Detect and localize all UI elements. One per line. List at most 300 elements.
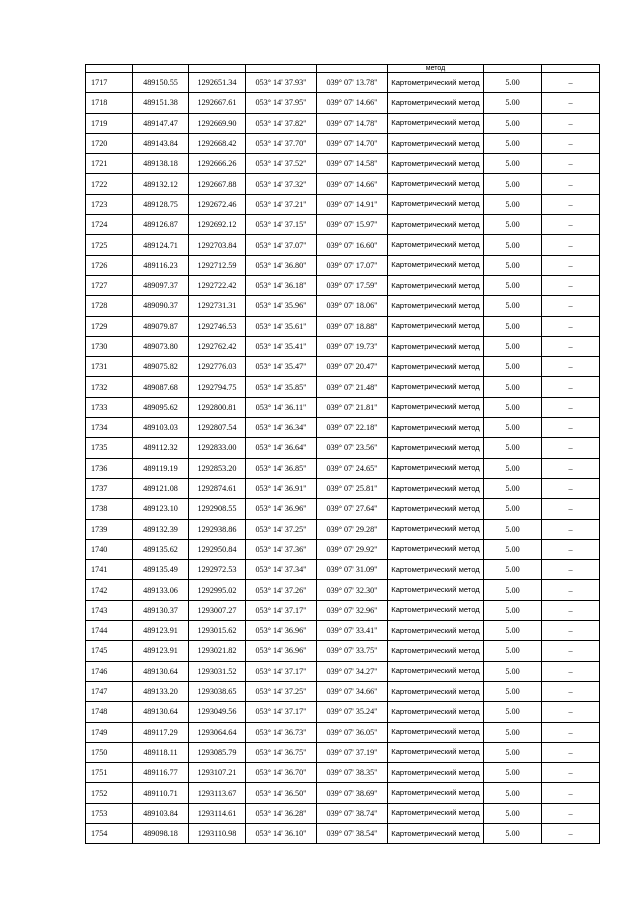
note-cell: – — [542, 154, 600, 174]
point-number-cell: 1744 — [86, 621, 133, 641]
accuracy-cell: 5.00 — [484, 275, 542, 295]
longitude-cell: 039° 07' 17.59" — [317, 275, 388, 295]
longitude-cell: 039° 07' 34.27" — [317, 661, 388, 681]
x-coordinate-cell: 489116.23 — [133, 255, 189, 275]
x-coordinate-cell: 489118.11 — [133, 742, 189, 762]
latitude-cell: 053° 14' 37.36" — [246, 539, 317, 559]
accuracy-cell: 5.00 — [484, 93, 542, 113]
latitude-cell: 053° 14' 36.64" — [246, 438, 317, 458]
y-coordinate-cell: 1293031.52 — [189, 661, 246, 681]
note-cell: – — [542, 174, 600, 194]
y-coordinate-cell: 1292800.81 — [189, 397, 246, 417]
method-cell: Картометрический метод — [388, 763, 484, 783]
x-coordinate-cell: 489090.37 — [133, 296, 189, 316]
method-cell: Картометрический метод — [388, 621, 484, 641]
longitude-cell: 039° 07' 14.70" — [317, 133, 388, 153]
point-number-cell: 1741 — [86, 560, 133, 580]
table-row — [86, 722, 600, 742]
accuracy-cell: 5.00 — [484, 154, 542, 174]
method-cell: Картометрический метод — [388, 73, 484, 93]
table-row — [86, 661, 600, 681]
latitude-cell: 053° 14' 36.50" — [246, 783, 317, 803]
coordinate-table — [85, 64, 600, 844]
table-row — [86, 621, 600, 641]
longitude-cell: 039° 07' 38.69" — [317, 783, 388, 803]
y-coordinate-cell: 1292651.34 — [189, 73, 246, 93]
method-cell: Картометрический метод — [388, 539, 484, 559]
table-row — [86, 255, 600, 275]
x-coordinate-cell: 489123.10 — [133, 499, 189, 519]
table-row — [86, 519, 600, 539]
accuracy-cell: 5.00 — [484, 560, 542, 580]
point-number-cell: 1734 — [86, 418, 133, 438]
table-row — [86, 73, 600, 93]
accuracy-cell: 5.00 — [484, 336, 542, 356]
point-number-cell: 1742 — [86, 580, 133, 600]
method-cell: Картометрический метод — [388, 296, 484, 316]
table-row — [86, 763, 600, 783]
method-cell: Картометрический метод — [388, 154, 484, 174]
x-coordinate-cell: 489103.03 — [133, 418, 189, 438]
point-number-cell: 1724 — [86, 215, 133, 235]
latitude-cell: 053° 14' 35.85" — [246, 377, 317, 397]
table-row — [86, 154, 600, 174]
y-coordinate-cell: 1292746.53 — [189, 316, 246, 336]
y-coordinate-cell: 1292672.46 — [189, 194, 246, 214]
y-coordinate-cell: 1293114.61 — [189, 803, 246, 823]
x-coordinate-cell: 489151.38 — [133, 93, 189, 113]
note-cell: – — [542, 255, 600, 275]
accuracy-cell: 5.00 — [484, 478, 542, 498]
accuracy-cell: 5.00 — [484, 763, 542, 783]
accuracy-cell: 5.00 — [484, 357, 542, 377]
accuracy-cell: 5.00 — [484, 215, 542, 235]
x-coordinate-cell: 489135.62 — [133, 539, 189, 559]
x-coordinate-cell: 489130.64 — [133, 661, 189, 681]
longitude-cell: 039° 07' 32.30" — [317, 580, 388, 600]
latitude-cell: 053° 14' 37.26" — [246, 580, 317, 600]
table-row — [86, 438, 600, 458]
accuracy-cell: 5.00 — [484, 133, 542, 153]
y-coordinate-cell: 1292908.55 — [189, 499, 246, 519]
point-number-cell: 1721 — [86, 154, 133, 174]
latitude-cell: 053° 14' 36.96" — [246, 621, 317, 641]
method-cell: Картометрический метод — [388, 519, 484, 539]
table-row — [86, 275, 600, 295]
accuracy-cell: 5.00 — [484, 397, 542, 417]
method-cell: Картометрический метод — [388, 377, 484, 397]
method-cell: Картометрический метод — [388, 560, 484, 580]
method-cell: Картометрический метод — [388, 722, 484, 742]
latitude-cell: 053° 14' 37.07" — [246, 235, 317, 255]
longitude-cell: 039° 07' 14.78" — [317, 113, 388, 133]
y-coordinate-cell: 1293021.82 — [189, 641, 246, 661]
table-row — [86, 336, 600, 356]
accuracy-cell: 5.00 — [484, 377, 542, 397]
x-coordinate-cell: 489116.77 — [133, 763, 189, 783]
longitude-cell: 039° 07' 16.60" — [317, 235, 388, 255]
point-number-cell: 1747 — [86, 681, 133, 701]
latitude-cell: 053° 14' 37.25" — [246, 681, 317, 701]
longitude-cell: 039° 07' 13.78" — [317, 73, 388, 93]
accuracy-cell: 5.00 — [484, 580, 542, 600]
note-cell: – — [542, 641, 600, 661]
method-cell: Картометрический метод — [388, 580, 484, 600]
method-cell: Картометрический метод — [388, 418, 484, 438]
latitude-cell: 053° 14' 37.21" — [246, 194, 317, 214]
note-cell: – — [542, 681, 600, 701]
table-row — [86, 580, 600, 600]
latitude-cell: 053° 14' 37.82" — [246, 113, 317, 133]
x-coordinate-cell: 489075.82 — [133, 357, 189, 377]
accuracy-cell: 5.00 — [484, 641, 542, 661]
y-coordinate-cell: 1292833.00 — [189, 438, 246, 458]
method-cell: Картометрический метод — [388, 215, 484, 235]
x-coordinate-cell: 489079.87 — [133, 316, 189, 336]
y-coordinate-cell: 1292669.90 — [189, 113, 246, 133]
longitude-cell: 039° 07' 24.65" — [317, 458, 388, 478]
point-number-cell: 1748 — [86, 702, 133, 722]
note-cell: – — [542, 316, 600, 336]
x-coordinate-cell: 489110.71 — [133, 783, 189, 803]
y-coordinate-cell: 1292853.20 — [189, 458, 246, 478]
longitude-cell: 039° 07' 29.92" — [317, 539, 388, 559]
table-row — [86, 133, 600, 153]
note-cell: – — [542, 499, 600, 519]
note-cell: – — [542, 621, 600, 641]
table-row — [86, 397, 600, 417]
method-cell: Картометрический метод — [388, 336, 484, 356]
y-coordinate-cell: 1293110.98 — [189, 823, 246, 843]
longitude-cell: 039° 07' 14.66" — [317, 93, 388, 113]
longitude-cell: 039° 07' 21.81" — [317, 397, 388, 417]
longitude-cell: 039° 07' 32.96" — [317, 600, 388, 620]
longitude-cell: 039° 07' 38.54" — [317, 823, 388, 843]
point-number-cell: 1717 — [86, 73, 133, 93]
table-row — [86, 742, 600, 762]
note-cell: – — [542, 722, 600, 742]
note-cell: – — [542, 377, 600, 397]
point-number-cell: 1740 — [86, 539, 133, 559]
table-row — [86, 194, 600, 214]
longitude-cell: 039° 07' 22.18" — [317, 418, 388, 438]
x-coordinate-cell: 489132.39 — [133, 519, 189, 539]
table-row — [86, 823, 600, 843]
latitude-cell: 053° 14' 36.73" — [246, 722, 317, 742]
note-cell: – — [542, 661, 600, 681]
y-coordinate-cell: 1292972.53 — [189, 560, 246, 580]
x-coordinate-cell: 489130.64 — [133, 702, 189, 722]
longitude-cell: 039° 07' 35.24" — [317, 702, 388, 722]
point-number-cell: 1727 — [86, 275, 133, 295]
accuracy-cell: 5.00 — [484, 823, 542, 843]
accuracy-cell: 5.00 — [484, 783, 542, 803]
note-cell: – — [542, 478, 600, 498]
longitude-cell: 039° 07' 14.58" — [317, 154, 388, 174]
note-cell: – — [542, 600, 600, 620]
point-number-cell: 1736 — [86, 458, 133, 478]
longitude-cell: 039° 07' 17.07" — [317, 255, 388, 275]
latitude-cell: 053° 14' 35.96" — [246, 296, 317, 316]
x-coordinate-cell: 489138.18 — [133, 154, 189, 174]
longitude-cell: 039° 07' 34.66" — [317, 681, 388, 701]
accuracy-cell: 5.00 — [484, 418, 542, 438]
y-coordinate-cell: 1292995.02 — [189, 580, 246, 600]
y-coordinate-cell: 1293113.67 — [189, 783, 246, 803]
y-coordinate-cell: 1293015.62 — [189, 621, 246, 641]
accuracy-cell: 5.00 — [484, 702, 542, 722]
x-coordinate-cell: 489147.47 — [133, 113, 189, 133]
table-row — [86, 458, 600, 478]
accuracy-cell: 5.00 — [484, 235, 542, 255]
longitude-cell: 039° 07' 33.75" — [317, 641, 388, 661]
method-tail-cell: метод — [388, 65, 484, 73]
y-coordinate-cell: 1292667.61 — [189, 93, 246, 113]
note-cell: – — [542, 194, 600, 214]
method-cell: Картометрический метод — [388, 600, 484, 620]
latitude-cell: 053° 14' 37.15" — [246, 215, 317, 235]
x-coordinate-cell: 489103.84 — [133, 803, 189, 823]
method-cell: Картометрический метод — [388, 316, 484, 336]
y-coordinate-cell: 1293049.56 — [189, 702, 246, 722]
note-cell: – — [542, 539, 600, 559]
method-cell: Картометрический метод — [388, 235, 484, 255]
method-cell: Картометрический метод — [388, 499, 484, 519]
x-coordinate-cell: 489126.87 — [133, 215, 189, 235]
accuracy-cell: 5.00 — [484, 499, 542, 519]
note-cell: – — [542, 93, 600, 113]
accuracy-cell: 5.00 — [484, 742, 542, 762]
y-coordinate-cell: 1292807.54 — [189, 418, 246, 438]
note-cell: – — [542, 742, 600, 762]
method-cell: Картометрический метод — [388, 357, 484, 377]
method-cell: Картометрический метод — [388, 742, 484, 762]
method-cell: Картометрический метод — [388, 681, 484, 701]
longitude-cell: 039° 07' 19.73" — [317, 336, 388, 356]
method-cell: Картометрический метод — [388, 702, 484, 722]
point-number-cell: 1730 — [86, 336, 133, 356]
method-cell: Картометрический метод — [388, 478, 484, 498]
note-cell: – — [542, 275, 600, 295]
y-coordinate-cell: 1292938.86 — [189, 519, 246, 539]
note-cell: – — [542, 336, 600, 356]
method-cell: Картометрический метод — [388, 641, 484, 661]
table-row — [86, 418, 600, 438]
x-coordinate-cell: 489121.08 — [133, 478, 189, 498]
accuracy-cell: 5.00 — [484, 661, 542, 681]
method-cell: Картометрический метод — [388, 133, 484, 153]
point-number-cell: 1718 — [86, 93, 133, 113]
note-cell: – — [542, 702, 600, 722]
point-number-cell: 1719 — [86, 113, 133, 133]
method-cell: Картометрический метод — [388, 823, 484, 843]
accuracy-cell: 5.00 — [484, 600, 542, 620]
latitude-cell: 053° 14' 36.10" — [246, 823, 317, 843]
y-coordinate-cell: 1293064.64 — [189, 722, 246, 742]
latitude-cell: 053° 14' 36.11" — [246, 397, 317, 417]
latitude-cell: 053° 14' 37.25" — [246, 519, 317, 539]
y-coordinate-cell: 1292950.84 — [189, 539, 246, 559]
latitude-cell: 053° 14' 36.96" — [246, 641, 317, 661]
y-coordinate-cell: 1292762.42 — [189, 336, 246, 356]
latitude-cell: 053° 14' 36.28" — [246, 803, 317, 823]
y-coordinate-cell: 1293038.65 — [189, 681, 246, 701]
y-coordinate-cell: 1292666.26 — [189, 154, 246, 174]
x-coordinate-cell: 489133.06 — [133, 580, 189, 600]
point-number-cell: 1752 — [86, 783, 133, 803]
note-cell: – — [542, 418, 600, 438]
note-cell: – — [542, 397, 600, 417]
x-coordinate-cell: 489124.71 — [133, 235, 189, 255]
longitude-cell: 039° 07' 37.19" — [317, 742, 388, 762]
latitude-cell: 053° 14' 37.34" — [246, 560, 317, 580]
table-row — [86, 560, 600, 580]
note-cell: – — [542, 763, 600, 783]
latitude-cell: 053° 14' 37.17" — [246, 661, 317, 681]
accuracy-cell: 5.00 — [484, 438, 542, 458]
x-coordinate-cell: 489095.62 — [133, 397, 189, 417]
point-number-cell: 1738 — [86, 499, 133, 519]
table-row — [86, 215, 600, 235]
table-row — [86, 235, 600, 255]
table-row — [86, 296, 600, 316]
latitude-cell: 053° 14' 36.18" — [246, 275, 317, 295]
latitude-cell: 053° 14' 36.85" — [246, 458, 317, 478]
point-number-cell: 1722 — [86, 174, 133, 194]
latitude-cell: 053° 14' 36.80" — [246, 255, 317, 275]
accuracy-cell: 5.00 — [484, 621, 542, 641]
coordinate-table-page — [85, 64, 599, 844]
table-row — [86, 539, 600, 559]
y-coordinate-cell: 1292692.12 — [189, 215, 246, 235]
point-number-cell: 1735 — [86, 438, 133, 458]
accuracy-cell: 5.00 — [484, 539, 542, 559]
method-cell: Картометрический метод — [388, 803, 484, 823]
x-coordinate-cell: 489130.37 — [133, 600, 189, 620]
point-number-cell: 1726 — [86, 255, 133, 275]
longitude-cell: 039° 07' 27.64" — [317, 499, 388, 519]
x-coordinate-cell: 489128.75 — [133, 194, 189, 214]
method-cell: Картометрический метод — [388, 783, 484, 803]
point-number-cell: 1728 — [86, 296, 133, 316]
point-number-cell: 1743 — [86, 600, 133, 620]
latitude-cell: 053° 14' 36.91" — [246, 478, 317, 498]
point-number-cell: 1746 — [86, 661, 133, 681]
accuracy-cell: 5.00 — [484, 458, 542, 478]
table-row — [86, 803, 600, 823]
longitude-cell: 039° 07' 15.97" — [317, 215, 388, 235]
table-row — [86, 600, 600, 620]
y-coordinate-cell: 1292667.88 — [189, 174, 246, 194]
latitude-cell: 053° 14' 35.41" — [246, 336, 317, 356]
longitude-cell: 039° 07' 20.47" — [317, 357, 388, 377]
table-row — [86, 702, 600, 722]
table-row — [86, 174, 600, 194]
point-number-cell: 1729 — [86, 316, 133, 336]
point-number-cell: 1732 — [86, 377, 133, 397]
x-coordinate-cell: 489112.32 — [133, 438, 189, 458]
point-number-cell: 1749 — [86, 722, 133, 742]
method-cell: Картометрический метод — [388, 397, 484, 417]
x-coordinate-cell: 489143.84 — [133, 133, 189, 153]
point-number-cell: 1725 — [86, 235, 133, 255]
y-coordinate-cell: 1293007.27 — [189, 600, 246, 620]
longitude-cell: 039° 07' 33.41" — [317, 621, 388, 641]
latitude-cell: 053° 14' 35.61" — [246, 316, 317, 336]
latitude-cell: 053° 14' 36.96" — [246, 499, 317, 519]
note-cell: – — [542, 560, 600, 580]
method-cell: Картометрический метод — [388, 438, 484, 458]
accuracy-cell: 5.00 — [484, 255, 542, 275]
accuracy-cell: 5.00 — [484, 296, 542, 316]
table-row — [86, 681, 600, 701]
latitude-cell: 053° 14' 37.70" — [246, 133, 317, 153]
latitude-cell: 053° 14' 37.52" — [246, 154, 317, 174]
latitude-cell: 053° 14' 37.95" — [246, 93, 317, 113]
x-coordinate-cell: 489117.29 — [133, 722, 189, 742]
latitude-cell: 053° 14' 37.32" — [246, 174, 317, 194]
point-number-cell: 1720 — [86, 133, 133, 153]
latitude-cell: 053° 14' 37.93" — [246, 73, 317, 93]
table-row — [86, 316, 600, 336]
x-coordinate-cell: 489098.18 — [133, 823, 189, 843]
table-row — [86, 377, 600, 397]
x-coordinate-cell: 489123.91 — [133, 641, 189, 661]
point-number-cell: 1750 — [86, 742, 133, 762]
note-cell: – — [542, 438, 600, 458]
method-cell: Картометрический метод — [388, 93, 484, 113]
method-cell: Картометрический метод — [388, 194, 484, 214]
accuracy-cell: 5.00 — [484, 316, 542, 336]
table-row — [86, 783, 600, 803]
note-cell: – — [542, 73, 600, 93]
accuracy-cell: 5.00 — [484, 681, 542, 701]
y-coordinate-cell: 1292668.42 — [189, 133, 246, 153]
latitude-cell: 053° 14' 35.47" — [246, 357, 317, 377]
point-number-cell: 1753 — [86, 803, 133, 823]
y-coordinate-cell: 1292794.75 — [189, 377, 246, 397]
method-cell: Картометрический метод — [388, 255, 484, 275]
x-coordinate-cell: 489135.49 — [133, 560, 189, 580]
table-row — [86, 478, 600, 498]
longitude-cell: 039° 07' 29.28" — [317, 519, 388, 539]
y-coordinate-cell: 1292703.84 — [189, 235, 246, 255]
longitude-cell: 039° 07' 21.48" — [317, 377, 388, 397]
method-cell: Картометрический метод — [388, 113, 484, 133]
x-coordinate-cell: 489132.12 — [133, 174, 189, 194]
note-cell: – — [542, 357, 600, 377]
y-coordinate-cell: 1292722.42 — [189, 275, 246, 295]
method-cell: Картометрический метод — [388, 661, 484, 681]
note-cell: – — [542, 215, 600, 235]
longitude-cell: 039° 07' 31.09" — [317, 560, 388, 580]
accuracy-cell: 5.00 — [484, 803, 542, 823]
longitude-cell: 039° 07' 38.74" — [317, 803, 388, 823]
accuracy-cell: 5.00 — [484, 73, 542, 93]
note-cell: – — [542, 783, 600, 803]
table-row — [86, 357, 600, 377]
latitude-cell: 053° 14' 36.34" — [246, 418, 317, 438]
accuracy-cell: 5.00 — [484, 722, 542, 742]
point-number-cell: 1731 — [86, 357, 133, 377]
y-coordinate-cell: 1292776.03 — [189, 357, 246, 377]
note-cell: – — [542, 113, 600, 133]
note-cell: – — [542, 823, 600, 843]
accuracy-cell: 5.00 — [484, 194, 542, 214]
x-coordinate-cell: 489123.91 — [133, 621, 189, 641]
table-row — [86, 499, 600, 519]
x-coordinate-cell: 489150.55 — [133, 73, 189, 93]
